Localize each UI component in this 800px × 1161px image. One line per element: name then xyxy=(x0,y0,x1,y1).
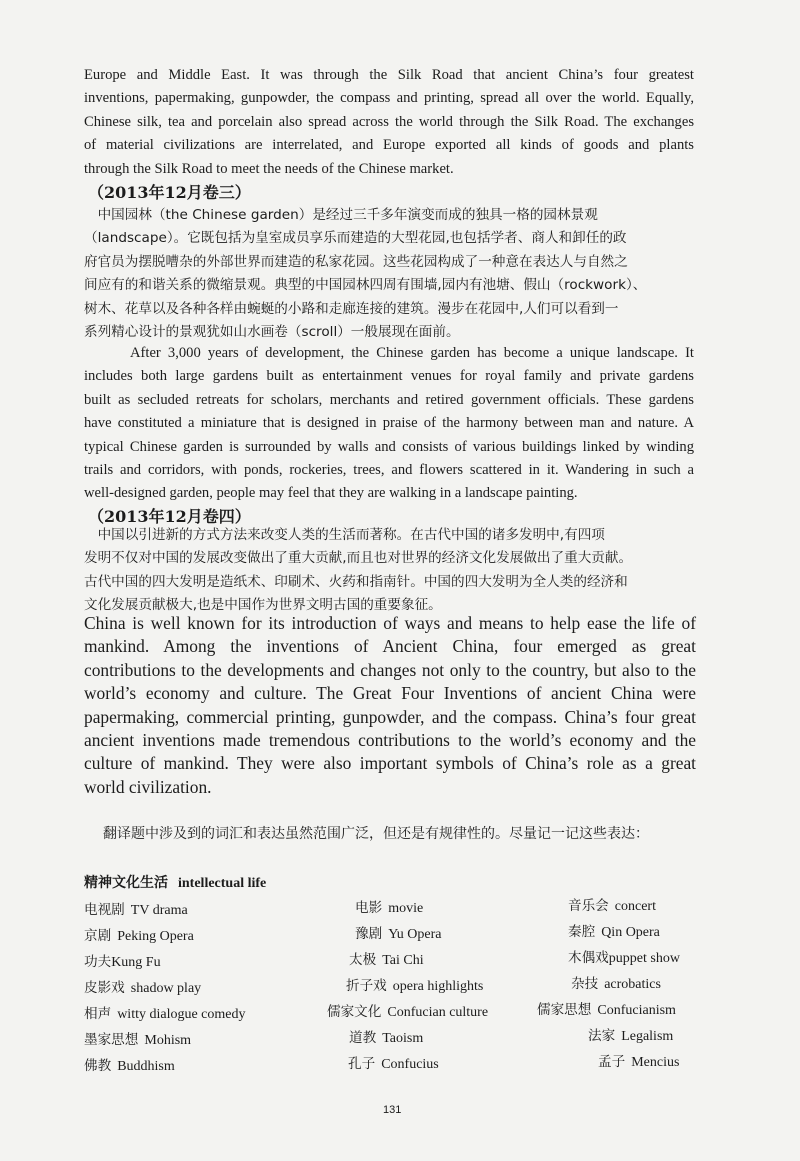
vocab-item: 豫剧 Yu Opera xyxy=(355,926,442,942)
vocab-item: 相声 witty dialogue comedy xyxy=(84,1006,246,1022)
text-line: typical Chinese garden is surrounded by walls and consists of various buildings linked by winding xyxy=(84,438,694,455)
text-line: 间应有的和谐关系的微缩景观。典型的中国园林四周有围墙,园内有池塘、假山（rockwork）、 xyxy=(84,277,647,294)
text-line: trails and corridors, with ponds, rockeries, trees, and flowers scattered in it. Wandering in such a xyxy=(84,462,694,479)
text-line: culture of mankind. They were also important symbols of China’s role as a great xyxy=(84,753,696,774)
text-line: 系列精心设计的景观犹如山水画卷（scroll）一般展现在面前。 xyxy=(84,324,460,341)
text-line: of material civilizations are interrelated, and Europe exported all kinds of goods and plants xyxy=(84,137,694,154)
text-line: 中国园林（the Chinese garden）是经过三千多年演变而成的独具一格的园林景观 xyxy=(84,207,598,223)
vocab-item: 秦腔 Qin Opera xyxy=(568,924,660,940)
vocab-item: 孟子 Mencius xyxy=(598,1054,680,1070)
text-line: Chinese silk, tea and porcelain also spread across the world through the Silk Road. The exchanges xyxy=(84,113,694,130)
text-line: well-designed garden, people may feel that they are walking in a landscape painting. xyxy=(84,485,578,502)
vocab-item: 法家 Legalism xyxy=(588,1028,674,1044)
vocab-item: 折子戏 opera highlights xyxy=(346,978,484,994)
text-line: 文化发展贡献极大,也是中国作为世界文明古国的重要象征。 xyxy=(84,597,442,614)
vocabulary-title xyxy=(84,872,266,892)
vocab-item: 京剧 Peking Opera xyxy=(84,928,194,944)
vocab-item: 电影 movie xyxy=(355,900,424,916)
text-line: 古代中国的四大发明是造纸术、印刷术、火药和指南针。中国的四大发明为全人类的经济和 xyxy=(84,573,628,590)
vocabulary-note: 翻译题中涉及到的词汇和表达虽然范围广泛，但还是有规律性的。尽量记一记这些表达： xyxy=(103,826,649,842)
text-line: world’s economy and culture. The Great Four Inventions of ancient China were xyxy=(84,683,696,704)
vocabulary-title-en: intellectual life xyxy=(178,876,267,891)
text-line: ancient inventions made tremendous contributions to the world’s economy and the xyxy=(84,730,696,751)
text-line: built as secluded retreats for scholars, merchants and retired government officials. These gardens xyxy=(84,391,694,408)
vocab-item: 儒家文化 Confucian culture xyxy=(327,1004,489,1020)
vocab-item: 佛教 Buddhism xyxy=(84,1058,175,1074)
text-line: contributions to the developments and changes not only to the country, but also to the xyxy=(84,659,696,680)
text-line: Europe and Middle East. It was through the Silk Road that ancient China’s four greatest xyxy=(84,67,694,83)
page-number: 131 xyxy=(383,1104,402,1116)
text-line: world civilization. xyxy=(84,776,212,797)
vocab-item: 木偶戏puppet show xyxy=(568,950,680,966)
chinese-paragraph xyxy=(84,524,696,618)
text-line: 发明不仅对中国的发展改变做出了重大贡献,而且也对世界的经济文化发展做出了重大贡献。 xyxy=(84,550,633,567)
vocab-item: 杂技 acrobatics xyxy=(571,976,661,992)
section-heading: （2013年12月卷三） xyxy=(88,183,251,202)
english-translation-paragraph xyxy=(84,342,694,506)
text-line: papermaking, commercial printing, gunpowder, and the compass. China’s four great xyxy=(84,706,696,727)
vocab-item: 太极 Tai Chi xyxy=(349,952,424,968)
vocab-item: 音乐会 concert xyxy=(568,898,656,914)
text-line: inventions, papermaking, gunpowder, the compass and printing, spread all over the world. Equally, xyxy=(84,90,694,107)
vocab-item: 儒家思想 Confucianism xyxy=(537,1002,676,1018)
vocabulary-title-zh: 精神文化生活 xyxy=(84,875,168,891)
vocab-item: 墨家思想 Mohism xyxy=(84,1032,192,1048)
chinese-paragraph xyxy=(84,204,696,344)
vocab-item: 功夫Kung Fu xyxy=(84,954,161,970)
text-line: 树木、花草以及各种各样由蜿蜒的小路和走廊连接的建筑。漫步在花园中,人们可以看到一 xyxy=(84,300,619,317)
text-line: 府官员为摆脱嘈杂的外部世界而建造的私家花园。这些花园构成了一种意在表达人与自然之 xyxy=(84,253,628,270)
text-line: After 3,000 years of development, the Chinese garden has become a unique landscape. It xyxy=(130,345,694,361)
section-heading: （2013年12月卷四） xyxy=(88,507,251,526)
vocab-item: 皮影戏 shadow play xyxy=(84,980,202,996)
text-line: 中国以引进新的方式方法来改变人类的生活而著称。在古代中国的诸多发明中,有四项 xyxy=(84,527,605,543)
text-line: China is well known for its introduction of ways and means to help ease the life of xyxy=(84,613,696,633)
intro-paragraph xyxy=(84,64,694,181)
text-line: mankind. Among the inventions of Ancient China, four emerged as great xyxy=(84,636,696,657)
text-line: （landscape）。它既包括为皇室成员享乐而建造的大型花园,也包括学者、商人和卸任的政 xyxy=(84,230,627,247)
vocab-item: 电视剧 TV drama xyxy=(84,902,188,918)
vocab-item: 孔子 Confucius xyxy=(348,1056,439,1072)
text-line: through the Silk Road to meet the needs of the Chinese market. xyxy=(84,160,454,177)
text-line: have constituted a miniature that is designed in praise of the harmony between man and nature. A xyxy=(84,415,694,432)
vocab-item: 道教 Taoism xyxy=(349,1030,424,1046)
text-line: includes both large gardens built as entertainment venues for royal family and private gardens xyxy=(84,368,694,385)
english-translation-paragraph xyxy=(84,612,696,799)
